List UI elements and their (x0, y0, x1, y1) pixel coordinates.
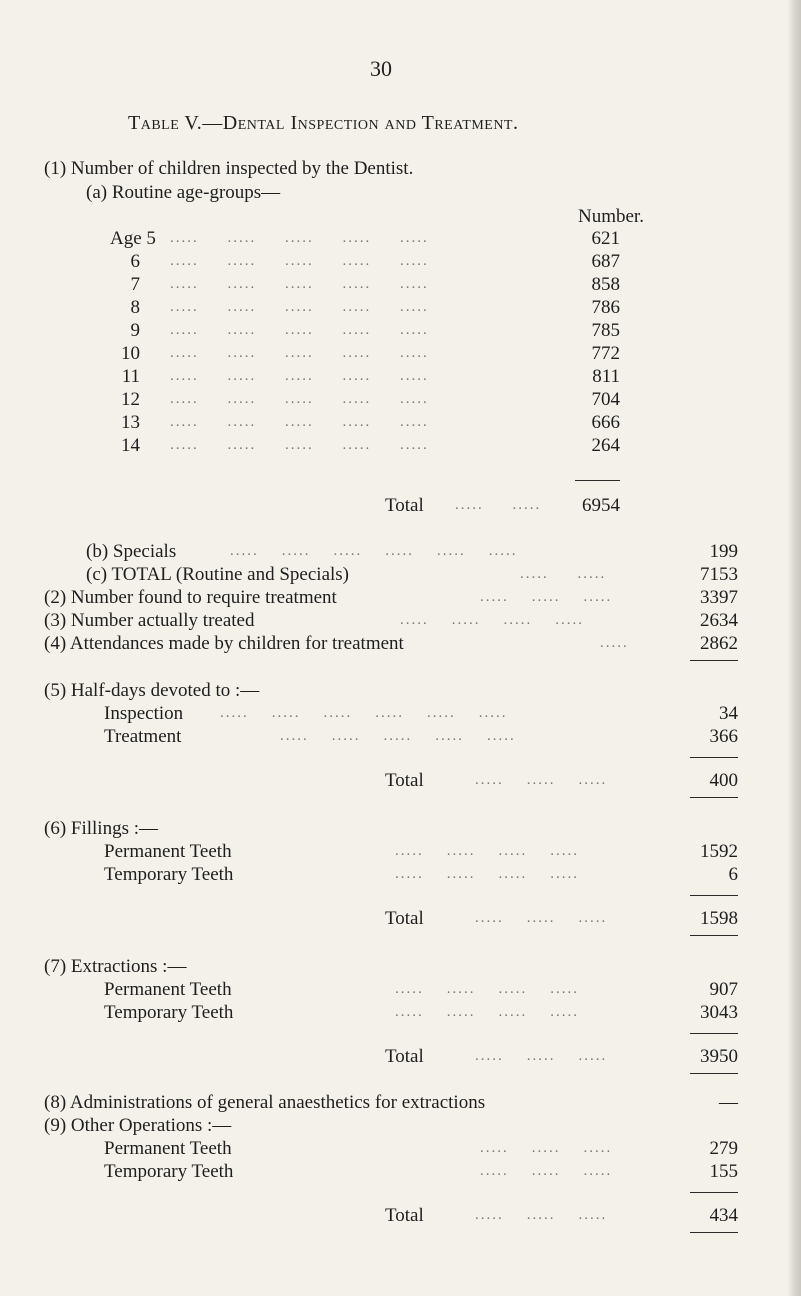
leader-dots: ..... ..... ..... ..... ..... ..... (220, 705, 508, 721)
section-7-row-2-label: Temporary Teeth (104, 1002, 234, 1023)
page-number: 30 (370, 56, 392, 81)
leader-dots: ..... ..... ..... ..... ..... (170, 437, 429, 453)
section-rule (690, 660, 738, 661)
age-number: 786 (591, 297, 620, 318)
leader-dots: ..... ..... ..... (475, 910, 608, 926)
total-rule (690, 895, 738, 896)
leader-dots: ..... ..... ..... ..... ..... (170, 230, 429, 246)
section-1c-value: 7153 (700, 564, 738, 585)
age-value: 8 (130, 297, 140, 318)
total-rule (690, 1192, 738, 1193)
section-5-row-2-value: 366 (709, 726, 738, 747)
leader-dots: ..... ..... ..... ..... ..... (170, 299, 429, 315)
section-7-row-1-label: Permanent Teeth (104, 979, 232, 1000)
section-8-value: — (719, 1092, 738, 1113)
leader-dots: ..... ..... ..... (480, 1163, 613, 1179)
section-9-row-1-value: 279 (709, 1138, 738, 1159)
section-2-label: (2) Number found to require treatment (44, 587, 337, 608)
age-value: 7 (130, 274, 140, 295)
age-value: 14 (121, 435, 140, 456)
section-6-label: (6) Fillings :— (44, 818, 159, 839)
section-2-value: 3397 (700, 587, 738, 608)
age-number: 772 (591, 343, 620, 364)
age-row-label: Age 5 (110, 228, 156, 249)
leader-dots: ..... ..... ..... ..... (395, 866, 579, 882)
section-1c-label: (c) TOTAL (Routine and Specials) (86, 564, 350, 585)
total-rule (690, 1033, 738, 1034)
number-column-header: Number. (578, 206, 644, 227)
leader-dots: ..... ..... ..... ..... ..... (170, 322, 429, 338)
section-4-value: 2862 (700, 633, 738, 654)
leader-dots: ..... ..... ..... ..... ..... (170, 391, 429, 407)
section-3-label: (3) Number actually treated (44, 610, 255, 631)
age-value: 11 (121, 366, 140, 387)
leader-dots: ..... ..... ..... ..... ..... (170, 345, 429, 361)
leader-dots: ..... ..... ..... (475, 772, 608, 788)
section-9-total-value: 434 (709, 1205, 738, 1226)
leader-dots: ..... ..... ..... (475, 1048, 608, 1064)
leader-dots: ..... ..... ..... ..... ..... ..... (230, 543, 518, 559)
age-number: 687 (591, 251, 620, 272)
section-7-total-label: Total (385, 1046, 424, 1067)
leader-dots: ..... ..... ..... ..... (395, 981, 579, 997)
age-value: 9 (130, 320, 140, 341)
section-7-row-1-value: 907 (709, 979, 738, 1000)
page-edge-shadow (787, 0, 801, 1296)
total-rule (690, 797, 738, 798)
age-number: 858 (591, 274, 620, 295)
age-value: 6 (130, 251, 140, 272)
leader-dots: ..... ..... ..... ..... (400, 612, 584, 628)
section-1b-value: 199 (709, 541, 738, 562)
section-6-row-2-label: Temporary Teeth (104, 864, 234, 885)
section-8-label: (8) Administrations of general anaesthetics for extractions (44, 1092, 486, 1113)
leader-dots: ..... ..... ..... ..... (395, 843, 579, 859)
total-rule (690, 757, 738, 758)
section-7-label: (7) Extractions :— (44, 956, 187, 977)
section-9-row-2-value: 155 (709, 1161, 738, 1182)
section-7-total-value: 3950 (700, 1046, 738, 1067)
section-9-total-label: Total (385, 1205, 424, 1226)
section-1-total-label: Total (385, 495, 424, 516)
section-9-row-1-label: Permanent Teeth (104, 1138, 232, 1159)
leader-dots: ..... ..... ..... ..... ..... (170, 253, 429, 269)
leader-dots: ..... ..... ..... ..... (395, 1004, 579, 1020)
age-number: 264 (591, 435, 620, 456)
section-6-row-2-value: 6 (728, 864, 738, 885)
total-rule (575, 480, 620, 481)
section-6-total-label: Total (385, 908, 424, 929)
leader-dots: ..... ..... (455, 497, 542, 513)
age-number: 785 (591, 320, 620, 341)
age-value: 12 (121, 389, 140, 410)
leader-dots: ..... ..... ..... (480, 1140, 613, 1156)
total-rule (690, 935, 738, 936)
leader-dots: ..... ..... ..... (480, 589, 613, 605)
section-9-row-2-label: Temporary Teeth (104, 1161, 234, 1182)
section-5-total-value: 400 (709, 770, 738, 791)
section-4-label: (4) Attendances made by children for treatment (44, 633, 404, 654)
total-rule (690, 1232, 738, 1233)
section-7-row-2-value: 3043 (700, 1002, 738, 1023)
age-number: 811 (592, 366, 620, 387)
leader-dots: ..... (600, 635, 629, 651)
section-6-total-value: 1598 (700, 908, 738, 929)
leader-dots: ..... ..... ..... ..... ..... (280, 728, 516, 744)
leader-dots: ..... ..... (520, 566, 607, 582)
section-1a-label: (a) Routine age-groups— (86, 182, 281, 203)
section-5-total-label: Total (385, 770, 424, 791)
leader-dots: ..... ..... ..... ..... ..... (170, 368, 429, 384)
section-5-row-1-label: Inspection (104, 703, 184, 724)
section-5-row-2-label: Treatment (104, 726, 182, 747)
section-5-row-1-value: 34 (719, 703, 738, 724)
section-5-label: (5) Half-days devoted to :— (44, 680, 260, 701)
section-1-total-value: 6954 (582, 495, 620, 516)
leader-dots: ..... ..... ..... ..... ..... (170, 276, 429, 292)
section-9-label: (9) Other Operations :— (44, 1115, 232, 1136)
section-6-row-1-value: 1592 (700, 841, 738, 862)
age-value: 10 (121, 343, 140, 364)
leader-dots: ..... ..... ..... ..... ..... (170, 414, 429, 430)
age-value: 13 (121, 412, 140, 433)
section-3-value: 2634 (700, 610, 738, 631)
leader-dots: ..... ..... ..... (475, 1207, 608, 1223)
section-6-row-1-label: Permanent Teeth (104, 841, 232, 862)
total-rule (690, 1073, 738, 1074)
age-row-number: 621 (591, 228, 620, 249)
section-1-label: (1) Number of children inspected by the Dentist. (44, 158, 414, 179)
section-1b-label: (b) Specials (86, 541, 177, 562)
age-number: 704 (591, 389, 620, 410)
table-title: Table V.—Dental Inspection and Treatment. (128, 112, 519, 134)
age-number: 666 (591, 412, 620, 433)
